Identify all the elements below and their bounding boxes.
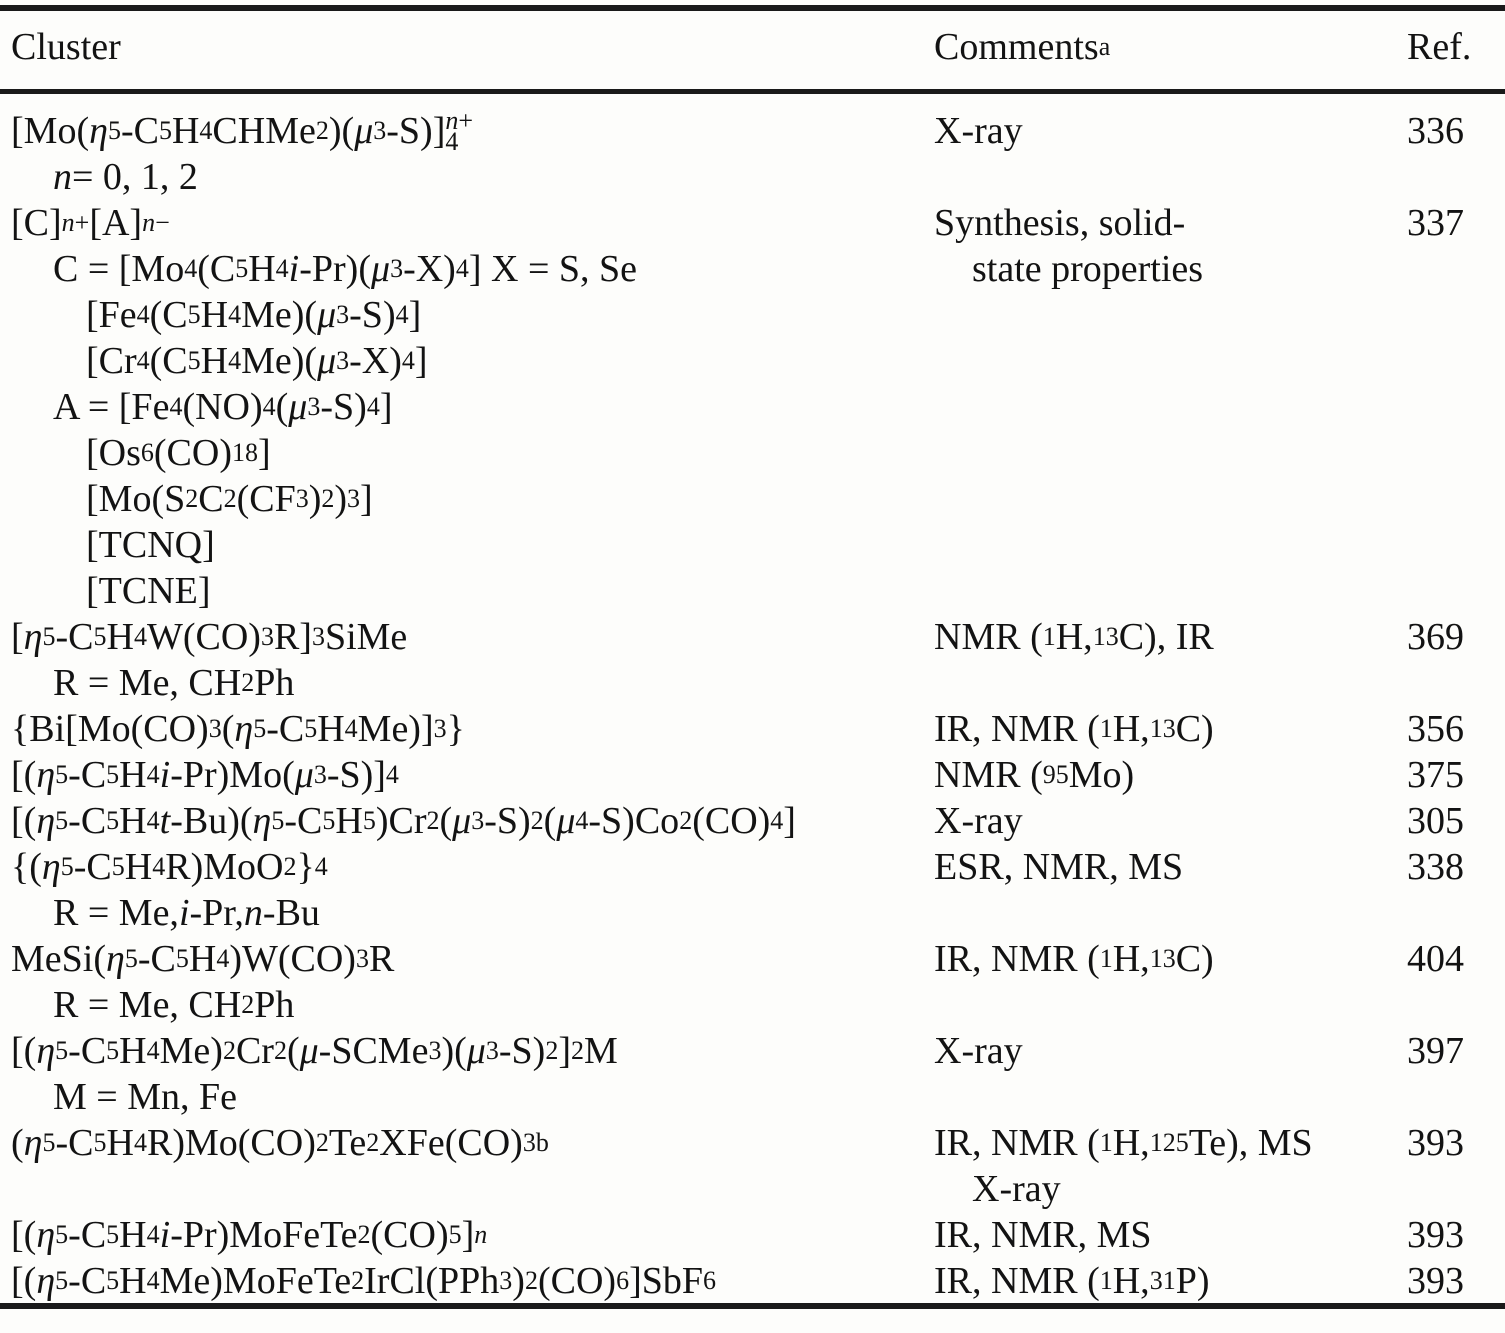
table-row (0, 844, 1505, 936)
ref-cell (1407, 108, 1494, 154)
ref-value: 336 (1407, 110, 1464, 152)
ref-value: 369 (1407, 616, 1464, 658)
ref-cell (1407, 614, 1494, 660)
cluster-formula-line: R = Me, CH 2 Ph (53, 662, 295, 704)
table-row (0, 936, 1505, 1028)
cluster-formula-line: [TCNE] (86, 570, 211, 612)
cluster-cell (0, 798, 934, 844)
ref-cell (1407, 1028, 1494, 1074)
cluster-cell (0, 1258, 934, 1304)
comment-line: state properties (972, 248, 1204, 290)
comments-cell (934, 108, 1407, 154)
comment-line: X-ray (934, 800, 1023, 842)
ref-value: 393 (1407, 1122, 1464, 1164)
cluster-cell (0, 108, 934, 200)
table-row (0, 706, 1505, 752)
comments-cell (934, 1258, 1407, 1304)
comment-line: X-ray (972, 1168, 1061, 1210)
cluster-cell (0, 1028, 934, 1120)
comments-cell (934, 200, 1407, 292)
ref-value: 338 (1407, 846, 1464, 888)
cluster-formula-line: [( η 5 -C 5 H 4 Me)MoFeTe 2 IrCl(PPh 3 ) 2 (CO) 6 ]SbF 6 (11, 1260, 716, 1302)
cluster-cell (0, 844, 934, 936)
ref-cell (1407, 706, 1494, 752)
comments-cell (934, 1028, 1407, 1074)
cluster-formula-line: [Fe 4 (C 5 H 4 Me)( μ 3 -S) 4 ] (86, 294, 422, 336)
cluster-formula-line: C = [Mo 4 (C 5 H 4 i -Pr)( μ 3 -X) 4 ] X = S, Se (53, 248, 638, 290)
cluster-formula-line: [Os 6 (CO) 18 ] (86, 432, 271, 474)
comment-line: IR, NMR ( 1 H, 13 C) (934, 938, 1214, 980)
cluster-cell (0, 200, 934, 614)
cluster-cell (0, 1212, 934, 1258)
comments-cell (934, 1120, 1407, 1212)
comment-line: IR, NMR, MS (934, 1214, 1152, 1256)
table-row (0, 1258, 1505, 1304)
cluster-formula-line: {( η 5 -C 5 H 4 R)MoO 2 } 4 (11, 846, 328, 888)
cluster-cell (0, 936, 934, 1028)
comment-line: IR, NMR ( 1 H, 13 C) (934, 708, 1214, 750)
table-row (0, 200, 1505, 614)
cluster-cell (0, 1120, 934, 1166)
table-bottom-rule (0, 1303, 1505, 1309)
comment-line: NMR ( 1 H, 13 C), IR (934, 616, 1214, 658)
cluster-formula-line: R = Me, CH 2 Ph (53, 984, 295, 1026)
table-row (0, 108, 1505, 200)
comments-cell (934, 1212, 1407, 1258)
comment-line: IR, NMR ( 1 H, 125 Te), MS (934, 1122, 1313, 1164)
ref-value: 305 (1407, 800, 1464, 842)
cluster-formula-line: [Mo(S 2 C 2 (CF 3 ) 2 ) 3 ] (86, 478, 373, 520)
ref-value: 393 (1407, 1214, 1464, 1256)
comments-cell (934, 752, 1407, 798)
ref-value: 404 (1407, 938, 1464, 980)
ref-cell (1407, 1120, 1494, 1166)
ref-value: 397 (1407, 1030, 1464, 1072)
cluster-formula-line: [( η 5 -C 5 H 4 i -Pr)MoFeTe 2 (CO) 5 ] n (11, 1214, 488, 1256)
cluster-formula-line: R = Me, i -Pr, n -Bu (53, 892, 320, 934)
ref-cell (1407, 936, 1494, 982)
comment-line: X-ray (934, 110, 1023, 152)
ref-value: 393 (1407, 1260, 1464, 1302)
cluster-formula-line: [Mo( η 5 -C 5 H 4 CHMe 2 )( μ 3 -S)] n+ 4 (11, 106, 474, 156)
cluster-formula-line: A = [Fe 4 (NO) 4 ( μ 3 -S) 4 ] (53, 386, 393, 428)
ref-value: 356 (1407, 708, 1464, 750)
ref-cell (1407, 1258, 1494, 1304)
table-body (0, 108, 1505, 1304)
cluster-cell (0, 706, 934, 752)
table-row (0, 798, 1505, 844)
table-row (0, 614, 1505, 706)
comments-cell (934, 844, 1407, 890)
table-top-rule (0, 5, 1505, 11)
table-row (0, 752, 1505, 798)
table-row (0, 1120, 1505, 1212)
cluster-formula-line: [( η 5 -C 5 H 4 i -Pr)Mo( μ 3 -S)] 4 (11, 754, 399, 796)
ref-value: 337 (1407, 202, 1464, 244)
table-row (0, 1212, 1505, 1258)
comments-cell (934, 706, 1407, 752)
cluster-formula-line: n = 0, 1, 2 (53, 156, 198, 198)
cluster-formula-line: [( η 5 -C 5 H 4 Me) 2 Cr 2 ( μ -SCMe 3 )( μ 3 -S) 2 ] 2 M (11, 1030, 618, 1072)
column-header-ref: Ref. (1407, 26, 1472, 68)
comments-cell (934, 936, 1407, 982)
cluster-formula-line: [ η 5 -C 5 H 4 W(CO) 3 R] 3 SiMe (11, 616, 408, 658)
cluster-formula-line: [TCNQ] (86, 524, 215, 566)
comment-line: X-ray (934, 1030, 1023, 1072)
cluster-formula-line: [( η 5 -C 5 H 4 t -Bu)( η 5 -C 5 H 5 )Cr 2 ( μ 3 -S) 2 ( μ 4 -S)Co 2 (CO) 4 ] (11, 800, 796, 842)
cluster-formula-line: {Bi[Mo(CO) 3 ( η 5 -C 5 H 4 Me)] 3 } (11, 708, 465, 750)
cluster-formula-line: ( η 5 -C 5 H 4 R)Mo(CO) 2 Te 2 XFe(CO) 3 b (11, 1122, 549, 1164)
column-header-comments: Comments a (934, 26, 1111, 68)
ref-value: 375 (1407, 754, 1464, 796)
table-row (0, 1028, 1505, 1120)
table-header-row (0, 24, 1505, 70)
column-header-cluster: Cluster (11, 26, 121, 68)
comment-line: Synthesis, solid- (934, 202, 1186, 244)
comments-cell (934, 614, 1407, 660)
cluster-formula-line: [Cr 4 (C 5 H 4 Me)( μ 3 -X) 4 ] (86, 340, 428, 382)
ref-cell (1407, 752, 1494, 798)
cluster-formula-line: MeSi( η 5 -C 5 H 4 )W(CO) 3 R (11, 938, 395, 980)
table-header-rule (0, 89, 1505, 94)
ref-cell (1407, 200, 1494, 246)
cluster-cell (0, 614, 934, 706)
ref-cell (1407, 844, 1494, 890)
comment-line: NMR ( 95 Mo) (934, 754, 1135, 796)
comments-cell (934, 798, 1407, 844)
cluster-formula-line: M = Mn, Fe (53, 1076, 238, 1118)
cluster-formula-line: [C] n+ [A] n− (11, 202, 170, 244)
ref-cell (1407, 1212, 1494, 1258)
comment-line: ESR, NMR, MS (934, 846, 1184, 888)
comment-line: IR, NMR ( 1 H, 31 P) (934, 1260, 1210, 1302)
ref-cell (1407, 798, 1494, 844)
cluster-cell (0, 752, 934, 798)
